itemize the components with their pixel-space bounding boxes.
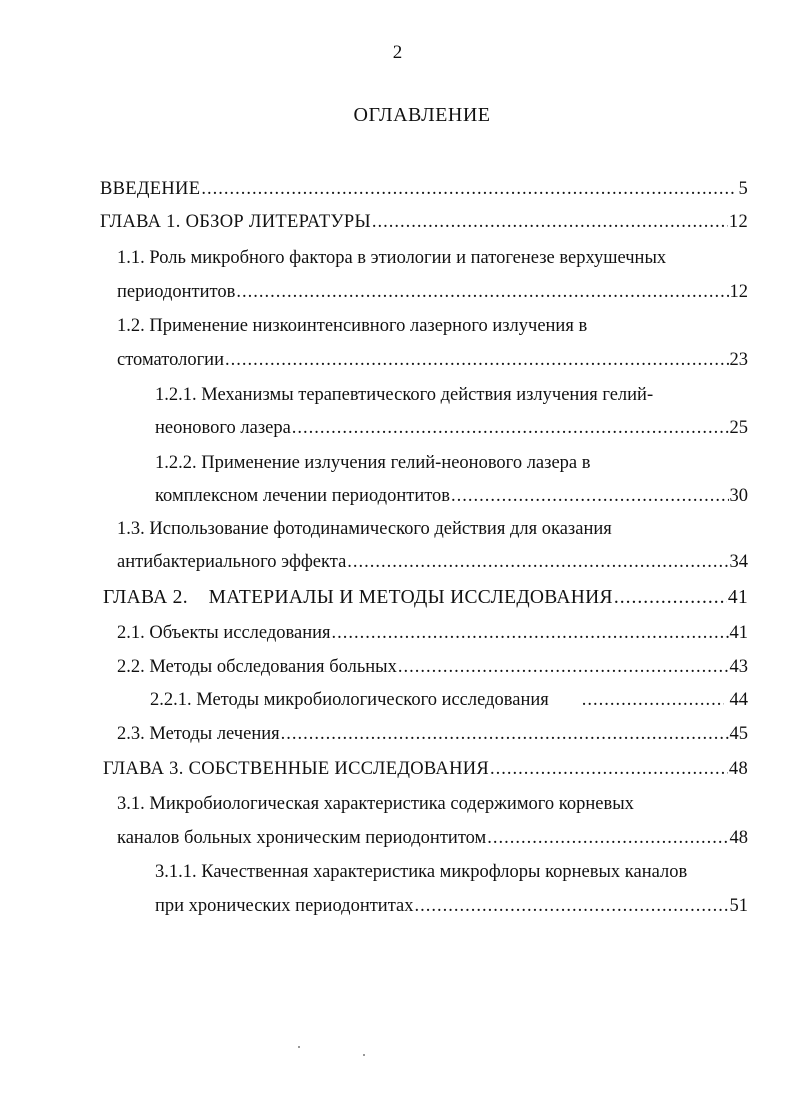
toc-leader-dots: [414, 893, 728, 919]
toc-entry-introduction: [100, 176, 748, 202]
toc-entry-page: 41: [727, 587, 748, 608]
toc-entry-page: 45: [729, 724, 748, 744]
toc-entry-label: антибактериального эффекта: [117, 552, 347, 572]
toc-entry-2-3: [117, 721, 748, 747]
toc-leader-dots: [614, 585, 727, 611]
toc-leader-dots: [490, 756, 728, 782]
toc-entry-page: 23: [729, 350, 748, 370]
toc-entry-1-1-line1: 1.1. Роль микробного фактора в этиологии и патогенезе верхушечных: [117, 248, 667, 268]
toc-entry-1-2-2-line1: 1.2.2. Применение излучения гелий-неонового лазера в: [155, 453, 591, 473]
toc-entry-3-1-1: [155, 893, 748, 919]
toc-entry-chapter-2: [103, 585, 748, 611]
toc-entry-1-2-1: [155, 415, 748, 441]
toc-entry-label: ГЛАВА 1. ОБЗОР ЛИТЕРАТУРЫ: [100, 212, 371, 232]
scan-speck: [298, 1046, 300, 1048]
toc-entry-1-1: [117, 279, 748, 305]
toc-leader-dots: [236, 279, 728, 305]
toc-entry-page: 48: [728, 759, 748, 779]
toc-entry-label: комплексном лечении периодонтитов: [155, 486, 451, 506]
toc-entry-2-2-1: [150, 687, 748, 713]
toc-entry-chapter-3: [103, 756, 748, 782]
toc-entry-chapter-1: [100, 209, 748, 235]
toc-entry-1-3: [117, 549, 748, 575]
page-number: 2: [392, 42, 403, 63]
toc-entry-label: 2.3. Методы лечения: [117, 724, 280, 744]
toc-entry-2-1: [117, 620, 748, 646]
toc-entry-1-2-1-line1: 1.2.1. Механизмы терапевтического действия излучения гелий-: [155, 385, 654, 405]
toc-entry-page: 30: [729, 486, 748, 506]
toc-leader-dots: [281, 721, 729, 747]
toc-entry-page: 12: [729, 282, 748, 302]
toc-entry-3-1-line1: 3.1. Микробиологическая характеристика содержимого корневых: [117, 794, 634, 814]
scan-speck: [363, 1054, 365, 1056]
toc-entry-label: 2.1. Объекты исследования: [117, 623, 331, 643]
toc-entry-label: стоматологии: [117, 350, 224, 370]
toc-leader-dots: [487, 825, 728, 851]
toc-leader-dots: [451, 483, 728, 509]
toc-entry-page: 44: [729, 690, 748, 710]
toc-entry-label: 2.2. Методы обследования больных: [117, 657, 397, 677]
toc-entry-page: 5: [738, 179, 748, 199]
toc-entry-2-2: [117, 654, 748, 680]
toc-leader-dots: [225, 347, 729, 373]
toc-entry-3-1: [117, 825, 748, 851]
toc-leader-dots: [582, 687, 724, 713]
toc-entry-label: ВВЕДЕНИЕ: [100, 179, 201, 199]
toc-entry-label: 2.2.1. Методы микробиологического исследования: [150, 690, 549, 710]
toc-leader-dots: [332, 620, 729, 646]
toc-entry-1-2-line1: 1.2. Применение низкоинтенсивного лазерного излучения в: [117, 316, 588, 336]
toc-entry-1-3-line1: 1.3. Использование фотодинамического действия для оказания: [117, 519, 612, 539]
toc-entry-label: периодонтитов: [117, 282, 236, 302]
toc-entry-1-2-2: [155, 483, 748, 509]
toc-title: ОГЛАВЛЕНИЕ: [353, 104, 491, 126]
toc-entry-page: 51: [729, 896, 748, 916]
toc-leader-dots: [398, 654, 729, 680]
toc-entry-page: 41: [729, 623, 748, 643]
toc-entry-1-2: [117, 347, 748, 373]
toc-entry-page: 25: [729, 418, 748, 438]
toc-entry-label: неонового лазера: [155, 418, 291, 438]
toc-entry-page: 12: [728, 212, 748, 232]
toc-entry-page: 43: [729, 657, 748, 677]
toc-entry-label: каналов больных хроническим периодонтитом: [117, 828, 487, 848]
toc-leader-dots: [292, 415, 729, 441]
toc-entry-label: ГЛАВА 3. СОБСТВЕННЫЕ ИССЛЕДОВАНИЯ: [103, 759, 490, 779]
toc-entry-label: ГЛАВА 2. МАТЕРИАЛЫ И МЕТОДЫ ИССЛЕДОВАНИЯ: [103, 587, 613, 608]
toc-entry-3-1-1-line1: 3.1.1. Качественная характеристика микрофлоры корневых каналов: [155, 862, 688, 882]
toc-leader-dots: [201, 176, 737, 202]
toc-entry-label: при хронических периодонтитах: [155, 896, 414, 916]
toc-leader-dots: [347, 549, 728, 575]
toc-leader-dots: [372, 209, 728, 235]
toc-entry-page: 34: [729, 552, 748, 572]
toc-entry-page: 48: [729, 828, 748, 848]
